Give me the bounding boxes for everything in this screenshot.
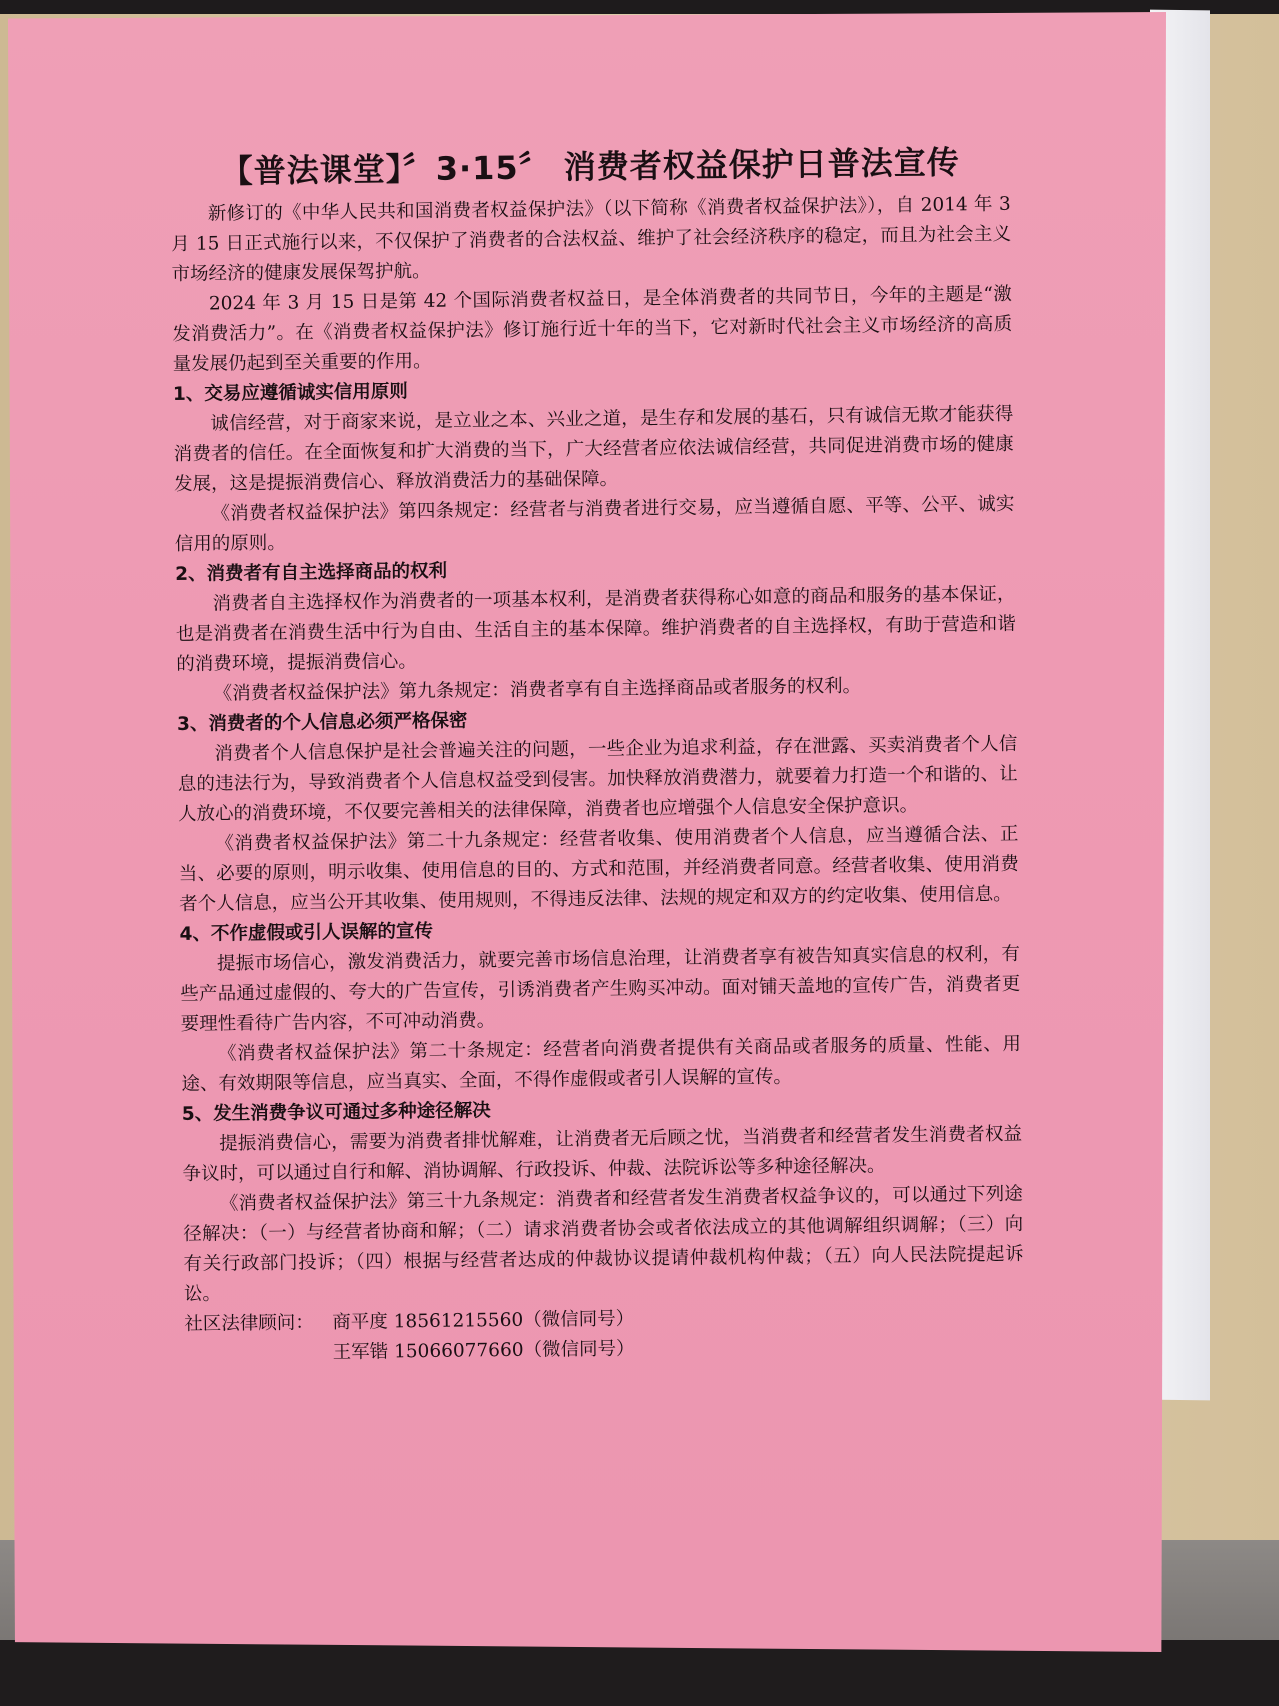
section-paragraph: 消费者个人信息保护是社会普遍关注的问题，一些企业为追求利益，存在泄露、买卖消费者个人信息的违法行为，导致消费者个人信息权益受到侵害。加快释放消费潜力，就要着力打造一个和谐的、让人放心的消费环境，不仅要完善相关的法律保障，消费者也应增强个人信息安全保护意识。	[177, 733, 1018, 825]
section-law-quote: 《消费者权益保护法》第九条规定：消费者享有自主选择商品或者服务的权利。	[213, 675, 862, 705]
section-heading: 2、消费者有自主选择商品的权利	[175, 560, 448, 585]
intro-paragraph-1: 新修订的《中华人民共和国消费者权益保护法》（以下简称《消费者权益保护法》），自 2014 年 3 月 15 日正式施行以来，不仅保护了消费者的合法权益、维护了社会经济秩序的稳定，而且为社会主义市场经济的健康发展保驾护航。	[171, 193, 1012, 285]
contact-person-2: 王军锴 15066077660（微信同号）	[332, 1338, 635, 1364]
section-heading: 4、不作虚假或引人误解的宣传	[179, 920, 434, 945]
page-title: 【普法课堂】〞3·15〞 消费者权益保护日普法宣传	[220, 143, 960, 191]
legal-contact	[184, 1300, 1025, 1370]
section-heading: 5、发生消费争议可通过多种途径解决	[181, 1100, 491, 1125]
section-1	[173, 370, 1015, 560]
section-heading: 3、消费者的个人信息必须严格保密	[176, 710, 468, 735]
section-3	[177, 700, 1020, 920]
section-4	[179, 910, 1021, 1100]
intro-paragraph-2: 2024 年 3 月 15 日是第 42 个国际消费者权益日，是全体消费者的共同节日，今年的主题是“激发消费活力”。在《消费者权益保护法》修订施行近十年的当下，它对新时代社会主义市场经济的高质量发展仍起到至关重要的作用。	[172, 283, 1013, 375]
flyer-content	[170, 140, 1025, 1370]
contact-label: 社区法律顾问：	[184, 1312, 314, 1335]
section-law-quote: 《消费者权益保护法》第二十条规定：经营者向消费者提供有关商品或者服务的质量、性能、用途、有效期限等信息，应当真实、全面，不得作虚假或者引人误解的宣传。	[181, 1033, 1022, 1095]
section-5	[182, 1090, 1025, 1310]
section-paragraph: 提振市场信心，激发消费活力，就要完善市场信息治理，让消费者享有被告知真实信息的权利，有些产品通过虚假的、夸大的广告宣传，引诱消费者产生购买冲动。面对铺天盖地的宣传广告，消费者更要理性看待广告内容，不可冲动消费。	[180, 943, 1021, 1035]
section-law-quote: 《消费者权益保护法》第二十九条规定：经营者收集、使用消费者个人信息，应当遵循合法、正当、必要的原则，明示收集、使用信息的目的、方式和范围，并经消费者同意。经营者收集、使用消费者个人信息，应当公开其收集、使用规则，不得违反法律、法规的规定和双方的约定收集、使用信息。	[178, 823, 1019, 915]
contact-person-1: 商平度 18561215560（微信同号）	[332, 1308, 635, 1334]
section-law-quote: 《消费者权益保护法》第三十九条规定：消费者和经营者发生消费者权益争议的，可以通过下列途径解决：（一）与经营者协商和解；（二）请求消费者协会或者依法成立的其他调解组织调解；（三）向有关行政部门投诉；（四）根据与经营者达成的仲裁协议提请仲裁机构仲裁；（五）向人民法院提起诉讼。	[183, 1183, 1024, 1305]
section-heading: 1、交易应遵循诚实信用原则	[172, 381, 408, 405]
section-2	[175, 550, 1017, 710]
section-law-quote: 《消费者权益保护法》第四条规定：经营者与消费者进行交易，应当遵循自愿、平等、公平、诚实信用的原则。	[174, 493, 1015, 555]
section-paragraph: 提振消费信心，需要为消费者排忧解难，让消费者无后顾之忧，当消费者和经营者发生消费者权益争议时，可以通过自行和解、消协调解、行政投诉、仲裁、法院诉讼等多种途径解决。	[182, 1123, 1023, 1185]
section-paragraph: 诚信经营，对于商家来说，是立业之本、兴业之道，是生存和发展的基石，只有诚信无欺才能获得消费者的信任。在全面恢复和扩大消费的当下，广大经营者应依法诚信经营，共同促进消费市场的健康发展，这是提振消费信心、释放消费活力的基础保障。	[173, 403, 1014, 495]
section-paragraph: 消费者自主选择权作为消费者的一项基本权利，是消费者获得称心如意的商品和服务的基本保证，也是消费者在消费生活中行为自由、生活自主的基本保障。维护消费者的自主选择权，有助于营造和谐的消费环境，提振消费信心。	[175, 583, 1016, 675]
desk-top-edge	[0, 0, 1279, 14]
